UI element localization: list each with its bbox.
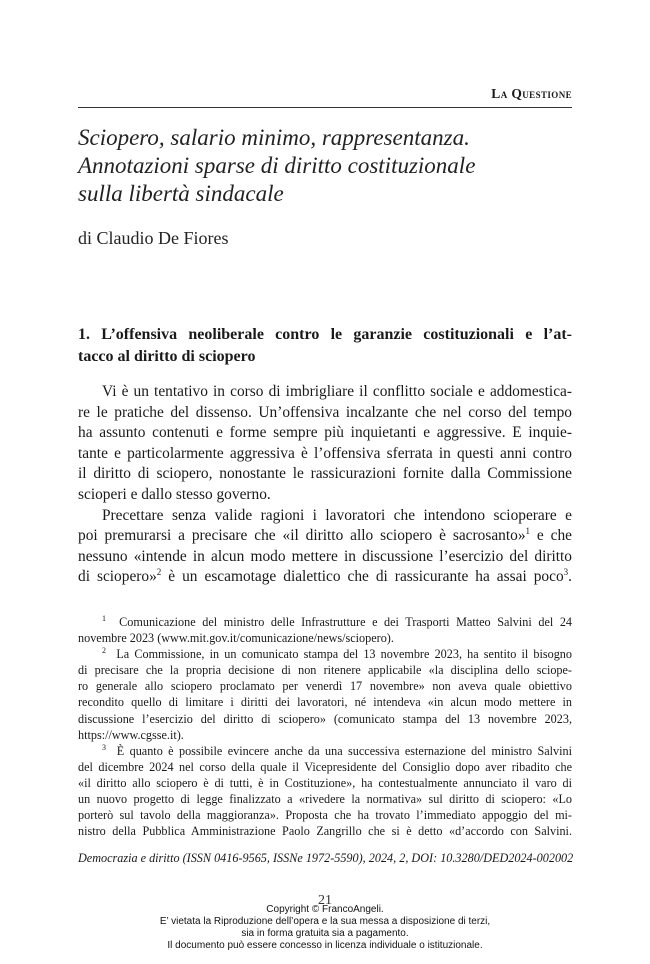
page-number: 21 xyxy=(318,893,332,908)
title-line: sulla libertà sindacale xyxy=(78,181,284,206)
article-author: di Claudio De Fiores xyxy=(78,228,229,248)
copyright-line: E’ vietata la Riproduzione dell’opera e la sua messa a disposizione di terzi, xyxy=(159,916,491,927)
paragraph-line: ha assunto contenuti e forme sempre più inquietanti e aggressive. E inquie- xyxy=(78,424,572,442)
footnote-number: 1 xyxy=(102,613,106,623)
section-heading xyxy=(78,324,572,368)
paragraph-line: scioperi e dallo stesso governo. xyxy=(78,485,271,503)
article-title xyxy=(78,124,572,208)
paragraph-line: Vi è un tentativo in corso di imbrigliare il conflitto sociale e addomestica- xyxy=(102,383,572,400)
footnote-line: recondito quello di limitare i diritti dei lavoratori, né intendeva «in alcun modo mettere in xyxy=(78,695,572,710)
paragraph-line: il diritto di sciopero, nonostante le rassicurazioni fornite dalla Commissione xyxy=(78,465,572,483)
text-run: poi premurarsi a precisare che «il diritto allo sciopero è sacrosanto» xyxy=(78,527,526,545)
footnote-line: del dicembre 2024 nel corso della quale il Vicepresidente del Consiglio dopo aver ribadito che xyxy=(78,759,572,774)
copyright-line: Il documento può essere concesso in licenza individuale o istituzionale. xyxy=(167,940,483,951)
paragraph-line: tante e particolarmente aggressiva è l’offensiva sferrata in questi anni contro xyxy=(78,444,572,462)
header-rule xyxy=(78,107,572,108)
footnote-line: novembre 2023 (www.mit.gov.it/comunicazione/news/sciopero). xyxy=(78,631,394,646)
footnote-line: porterò sul tavolo della maggioranza». Proposta che ha trovato l’immediato appoggio del mi- xyxy=(78,808,572,823)
copyright-notice xyxy=(0,904,650,952)
footnote-line: di precisare che la propria decisione di non ritenere applicabile «la disciplina dello sciope- xyxy=(78,663,572,678)
text-run: Comunicazione del ministro delle Infrastrutture e dei Trasporti Matteo Salvini del 24 xyxy=(119,615,573,629)
footnote-line: discussione l’esercizio del diritto di sciopero» (comunicato stampa del 13 novembre 2023, xyxy=(78,711,572,726)
title-line: Annotazioni sparse di diritto costituzionale xyxy=(78,153,476,178)
paragraph-line: nessuno «intende in alcun modo mettere in discussione l’esercizio del diritto xyxy=(78,547,572,565)
footnote-ref[interactable]: 3 xyxy=(563,567,569,578)
paragraph-line xyxy=(78,567,572,588)
text-run: e che xyxy=(530,527,572,545)
footnote-ref[interactable]: 2 xyxy=(156,567,162,578)
footnote-line: «il diritto allo sciopero è di tutti, è in Costituzione», ha contestualmente annunciato il varo di xyxy=(78,775,572,790)
title-line: Sciopero, salario minimo, rappresentanza. xyxy=(78,125,470,150)
footnotes xyxy=(78,614,572,839)
heading-line: tacco al diritto di sciopero xyxy=(78,348,256,365)
footnote-line: nistro della Pubblica Amministrazione Paolo Zangrillo che si è detto «d’accordo con Salvini. xyxy=(78,824,572,839)
body-text xyxy=(78,382,572,588)
footnote-number: 3 xyxy=(102,742,106,752)
text-run: . xyxy=(568,568,572,586)
footnote-line[interactable]: https://www.cgsse.it). xyxy=(78,727,184,742)
footnote-ref[interactable]: 1 xyxy=(525,526,531,537)
copyright-line: Copyright © FrancoAngeli. xyxy=(266,904,384,915)
footnote-line xyxy=(78,743,572,759)
footnote-line xyxy=(78,614,572,630)
text-run: La Commissione, in un comunicato stampa del 13 novembre 2023, ha sentito il bisogno xyxy=(116,647,572,662)
journal-citation: Democrazia e diritto (ISSN 0416-9565, ISSNe 1972-5590), 2024, 2, DOI: 10.3280/DED2024-002002 xyxy=(78,851,574,865)
paragraph-line: Precettare senza valide ragioni i lavoratori che intendono scioperare e xyxy=(102,506,572,524)
footnote-line: ro generale allo sciopero proclamato per venerdì 17 novembre» non aveva quale obiettivo xyxy=(78,679,572,694)
footnote-number: 2 xyxy=(102,646,106,656)
paragraph-line xyxy=(78,526,572,547)
text-run: È quanto è possibile evincere anche da una successiva esternazione del ministro Salvini xyxy=(116,743,572,758)
paragraph-line: re le pratiche del dissenso. Un’offensiva incalzante che nel corso del tempo xyxy=(78,403,572,421)
footnote-line xyxy=(78,646,572,662)
copyright-line: sia in forma gratuita sia a pagamento. xyxy=(241,928,409,939)
text-run: di sciopero» xyxy=(78,568,157,586)
section-header: La Questione xyxy=(491,86,572,101)
text-run: è un escamotage dialettico che di rassicurante ha assai poco xyxy=(161,568,564,586)
heading-line: 1. L’offensiva neoliberale contro le garanzie costituzionali e l’at- xyxy=(78,326,572,343)
footnote-line: un nuovo progetto di legge finalizzato a «rivedere la normativa» sul diritto di sciopero: «Lo xyxy=(78,792,572,807)
